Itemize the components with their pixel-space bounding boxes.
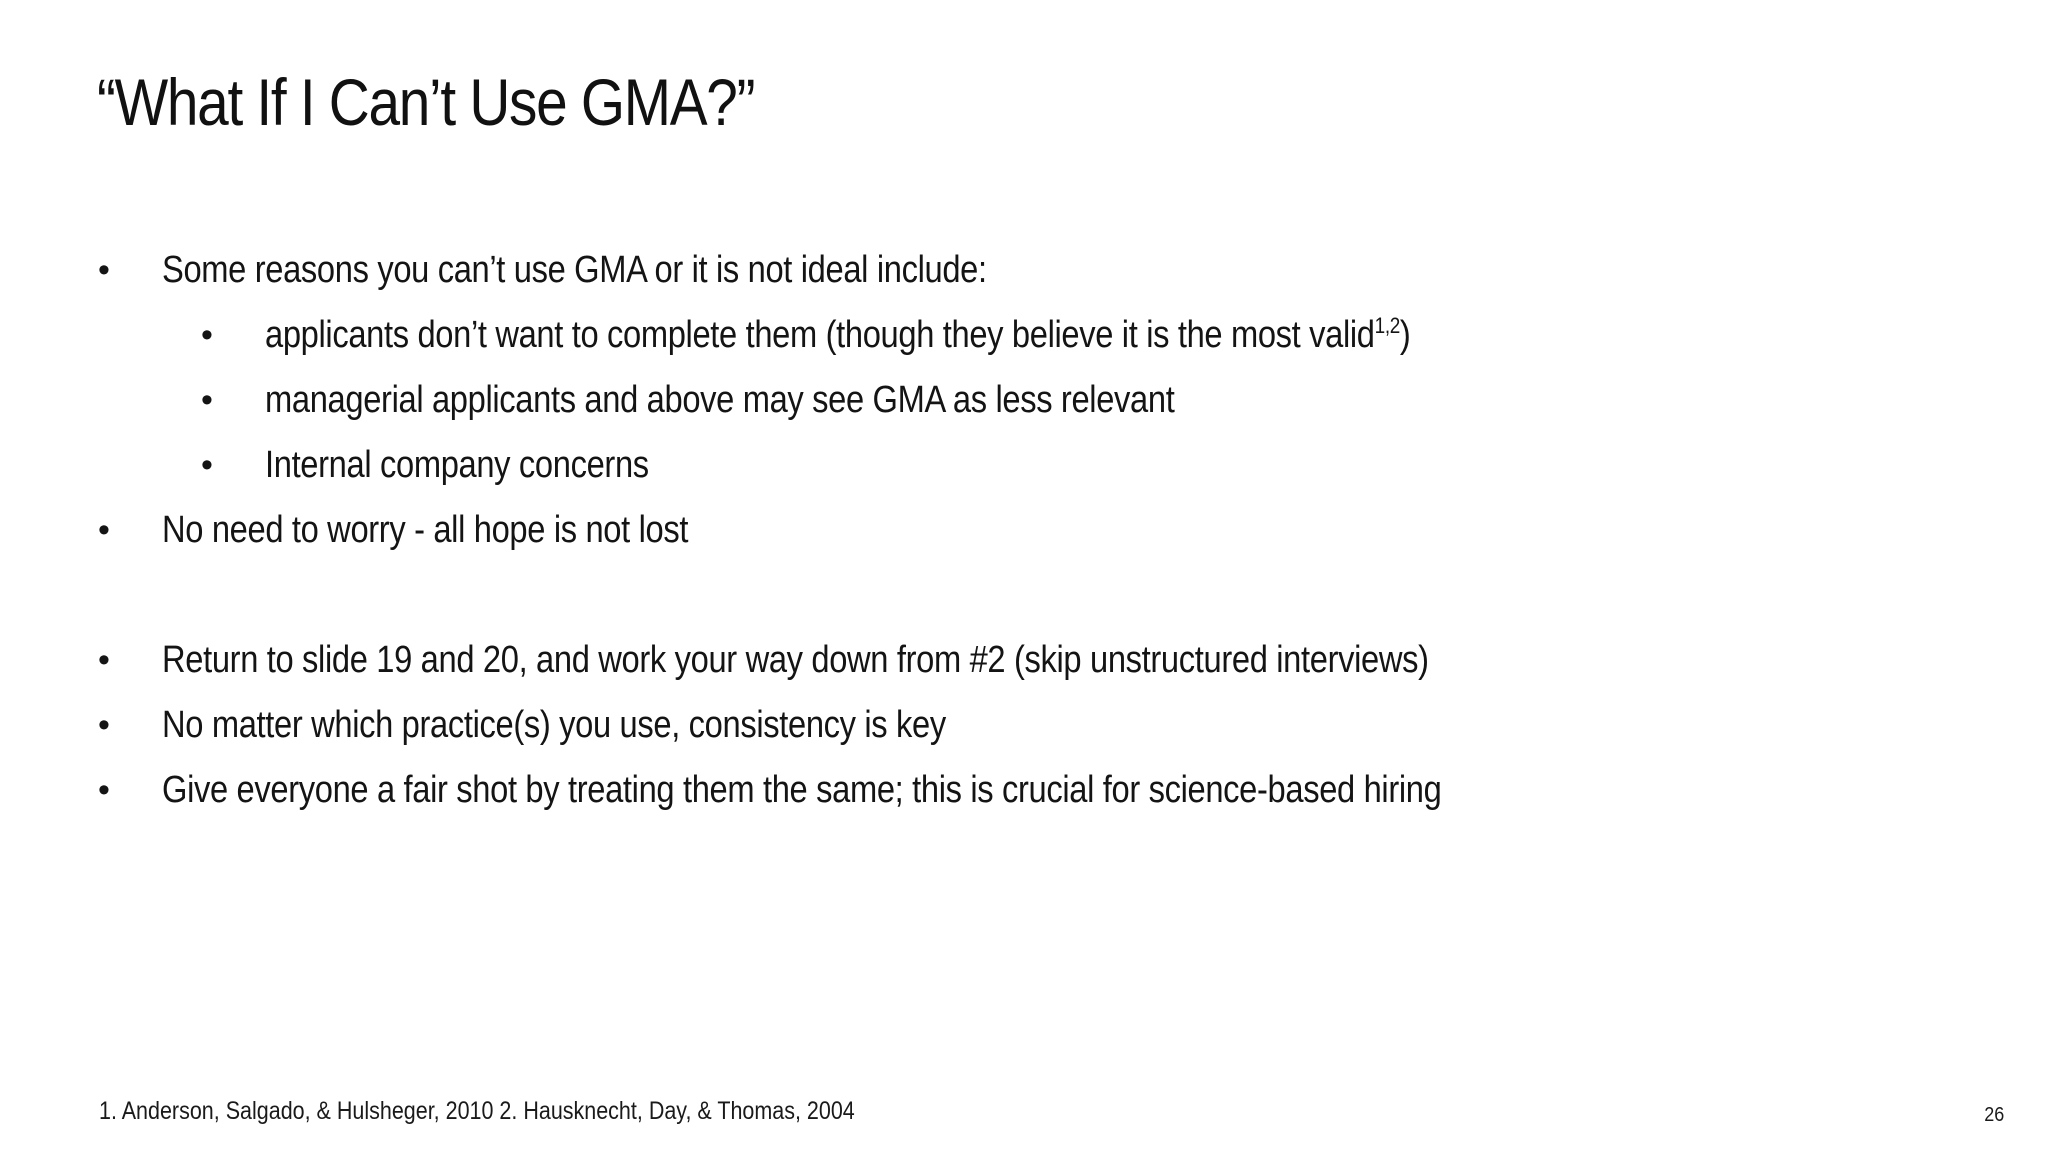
bullet-dot-icon: • — [98, 251, 110, 289]
bullet-dot-icon: • — [201, 316, 213, 354]
bullet-dot-icon: • — [98, 511, 110, 549]
bullet-text: Some reasons you can’t use GMA or it is not ideal include: — [162, 249, 987, 291]
bullet-text-suffix: ) — [1399, 314, 1411, 356]
footnote-references: 1. Anderson, Salgado, & Hulsheger, 2010 2. Hausknecht, Day, & Thomas, 2004 — [99, 1097, 855, 1125]
bullet-dot-icon: • — [98, 641, 110, 679]
bullet-text-with-citation — [265, 313, 1410, 357]
citation-superscript: 1,2 — [1374, 313, 1400, 338]
bullet-text: No matter which practice(s) you use, consistency is key — [162, 704, 946, 746]
bullet-dot-icon: • — [98, 706, 110, 744]
bullet-text: Return to slide 19 and 20, and work your way down from #2 (skip unstructured interviews) — [162, 639, 1429, 681]
page-number: 26 — [1983, 1104, 2004, 1126]
bullet-text: No need to worry - all hope is not lost — [162, 509, 689, 551]
bullet-text: managerial applicants and above may see GMA as less relevant — [265, 379, 1175, 421]
bullet-dot-icon: • — [201, 381, 213, 419]
bullet-text: applicants don’t want to complete them (though they believe it is the most valid — [265, 314, 1375, 356]
bullet-text: Give everyone a fair shot by treating them the same; this is crucial for science-based hiring — [162, 769, 1442, 811]
bullet-text: Internal company concerns — [265, 444, 649, 486]
slide-title: “What If I Can’t Use GMA?” — [97, 65, 755, 139]
bullet-dot-icon: • — [201, 446, 213, 484]
bullet-dot-icon: • — [98, 771, 110, 809]
